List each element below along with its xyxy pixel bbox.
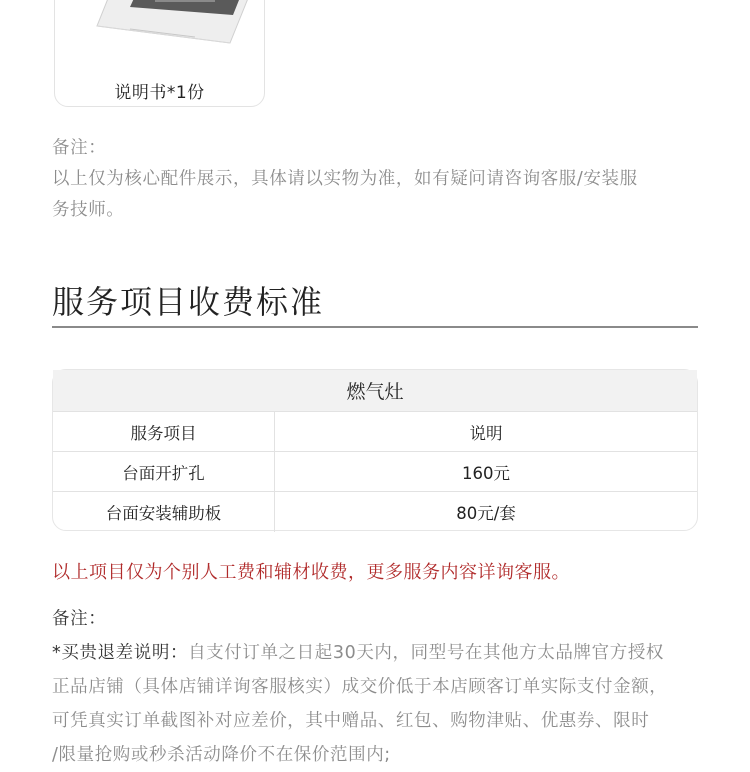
note-line: 务技师。 xyxy=(52,200,125,220)
component-note xyxy=(52,133,702,226)
header-cell-item: 服务项目 xyxy=(53,412,275,451)
table-cell-price: 160元 xyxy=(462,463,510,483)
section-divider xyxy=(52,326,698,328)
note-line: 以上仅为核心配件展示，具体请以实物为准，如有疑问请咨询客服/安装服 xyxy=(52,169,638,189)
table-cell-item: 台面开扩孔 xyxy=(53,452,275,491)
note-line: 可凭真实订单截图补对应差价，其中赠品、红包、购物津贴、优惠券、限时 xyxy=(52,711,650,731)
fee-notice: 以上项目仅为个别人工费和辅材收费，更多服务内容详询客服。 xyxy=(52,562,570,583)
service-fee-table xyxy=(52,369,698,531)
table-header-row xyxy=(53,412,697,452)
note-lead: *买贵退差说明： xyxy=(52,643,189,663)
header-cell-desc: 说明 xyxy=(469,423,503,443)
note-title: 备注： xyxy=(52,609,107,629)
note-title: 备注： xyxy=(52,138,107,158)
section-title: 服务项目收费标准 xyxy=(52,283,325,321)
table-row xyxy=(53,492,697,532)
manual-card xyxy=(54,0,265,107)
table-title: 燃气灶 xyxy=(53,370,697,412)
table-row xyxy=(53,452,697,492)
price-guarantee-note xyxy=(52,602,712,772)
manual-caption: 说明书*1份 xyxy=(114,83,205,103)
table-cell-item: 台面安装辅助板 xyxy=(53,492,275,532)
note-line xyxy=(52,636,712,670)
note-line: /限量抢购或秒杀活动降价不在保价范围内; xyxy=(52,745,391,765)
table-cell-price: 80元/套 xyxy=(456,504,516,523)
manual-booklet-image xyxy=(55,0,266,56)
note-line: 正品店铺（具体店铺详询客服核实）成交价低于本店顾客订单实际支付金额， xyxy=(52,677,668,697)
note-text: 自支付订单之日起30天内，同型号在其他方太品牌官方授权 xyxy=(188,643,665,663)
